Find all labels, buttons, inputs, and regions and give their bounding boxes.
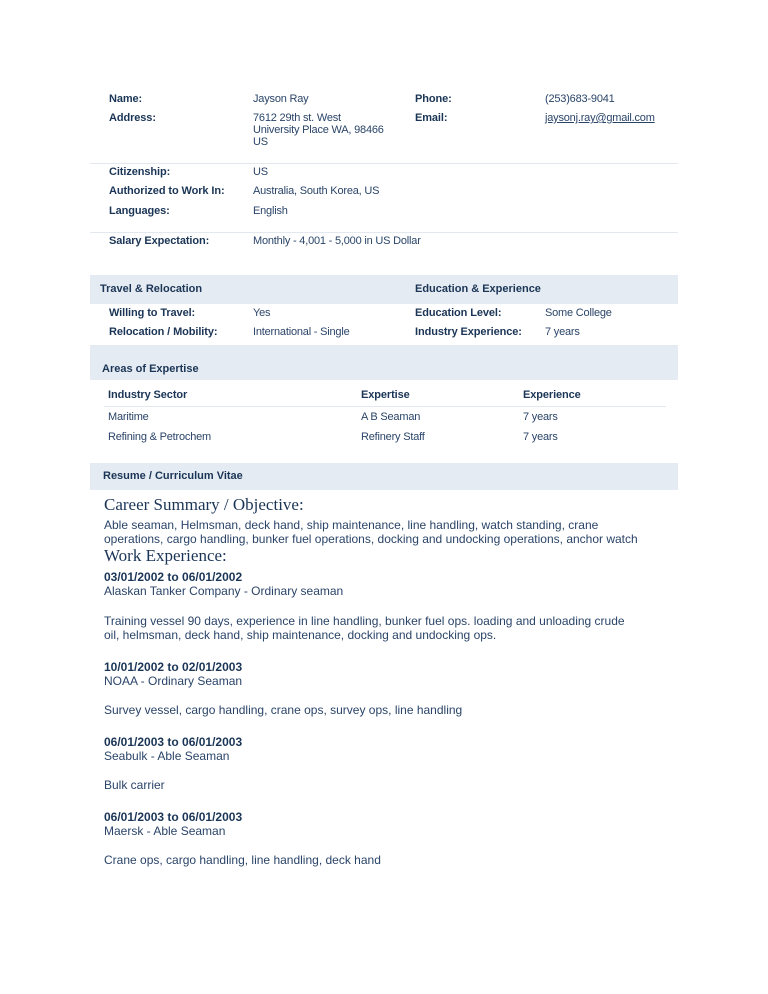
table-cell: Refining & Petrochem bbox=[108, 431, 211, 443]
col-header-expertise: Expertise bbox=[361, 389, 410, 401]
address-line-1: 7612 29th st. West bbox=[253, 112, 341, 124]
relocation-value: International - Single bbox=[253, 326, 350, 338]
divider bbox=[90, 232, 678, 233]
col-header-experience: Experience bbox=[523, 389, 581, 401]
resume-title: Resume / Curriculum Vitae bbox=[103, 470, 243, 482]
job-dates: 10/01/2002 to 02/01/2003 bbox=[104, 660, 243, 674]
education-level-value: Some College bbox=[545, 307, 612, 319]
table-cell: 7 years bbox=[523, 411, 558, 423]
industry-experience-value: 7 years bbox=[545, 326, 580, 338]
table-cell: 7 years bbox=[523, 431, 558, 443]
address-label: Address: bbox=[109, 112, 156, 124]
citizenship-label: Citizenship: bbox=[109, 166, 171, 178]
education-title: Education & Experience bbox=[415, 283, 541, 295]
table-cell: A B Seaman bbox=[361, 411, 421, 423]
job-dates: 06/01/2003 to 06/01/2003 bbox=[104, 735, 243, 749]
expertise-title: Areas of Expertise bbox=[102, 363, 199, 375]
job-title: Alaskan Tanker Company - Ordinary seaman bbox=[104, 584, 344, 598]
job-description: Survey vessel, cargo handling, crane ops, survey ops, line handling bbox=[104, 703, 463, 717]
job-dates: 03/01/2002 to 06/01/2002 bbox=[104, 570, 243, 584]
willing-value: Yes bbox=[253, 307, 271, 319]
address-line-2: University Place WA, 98466 bbox=[253, 124, 384, 136]
name-value: Jayson Ray bbox=[253, 93, 309, 105]
job-description: Crane ops, cargo handling, line handling, deck hand bbox=[104, 853, 381, 867]
authorized-value: Australia, South Korea, US bbox=[253, 185, 380, 197]
phone-label: Phone: bbox=[415, 93, 452, 105]
salary-label: Salary Expectation: bbox=[109, 235, 210, 247]
address-line-3: US bbox=[253, 136, 268, 148]
email-label: Email: bbox=[415, 112, 448, 124]
address-value bbox=[253, 112, 384, 148]
job-title: Seabulk - Able Seaman bbox=[104, 749, 230, 763]
description-line: Training vessel 90 days, experience in line handling, bunker fuel ops. loading and unloading crude bbox=[104, 614, 625, 628]
summary-line: Able seaman, Helmsman, deck hand, ship maintenance, line handling, watch standing, crane bbox=[104, 518, 599, 532]
job-title: NOAA - Ordinary Seaman bbox=[104, 674, 243, 688]
work-experience-heading: Work Experience: bbox=[104, 546, 227, 565]
travel-education-header bbox=[90, 275, 678, 304]
career-summary-heading: Career Summary / Objective: bbox=[104, 495, 304, 514]
divider bbox=[90, 163, 678, 164]
relocation-label: Relocation / Mobility: bbox=[109, 326, 218, 338]
travel-title: Travel & Relocation bbox=[100, 283, 203, 295]
table-cell: Maritime bbox=[108, 411, 149, 423]
languages-value: English bbox=[253, 205, 288, 217]
summary-line: operations, cargo handling, bunker fuel operations, docking and undocking operations, anchor watch bbox=[104, 532, 638, 546]
job-description bbox=[104, 614, 625, 642]
resume-header bbox=[90, 463, 678, 490]
expertise-header bbox=[90, 345, 678, 380]
divider bbox=[104, 406, 666, 407]
col-header-industry: Industry Sector bbox=[108, 389, 188, 401]
willing-label: Willing to Travel: bbox=[109, 307, 196, 319]
education-level-label: Education Level: bbox=[415, 307, 502, 319]
career-summary-text bbox=[104, 518, 638, 546]
authorized-label: Authorized to Work In: bbox=[109, 185, 225, 197]
description-line: oil, helmsman, deck hand, ship maintenance, docking and undocking ops. bbox=[104, 628, 497, 642]
industry-experience-label: Industry Experience: bbox=[415, 326, 522, 338]
job-title: Maersk - Able Seaman bbox=[104, 824, 226, 838]
citizenship-value: US bbox=[253, 166, 268, 178]
phone-value: (253)683-9041 bbox=[545, 93, 615, 105]
languages-label: Languages: bbox=[109, 205, 170, 217]
name-label: Name: bbox=[109, 93, 143, 105]
job-description: Bulk carrier bbox=[104, 778, 165, 792]
job-dates: 06/01/2003 to 06/01/2003 bbox=[104, 810, 243, 824]
email-link[interactable]: jaysonj.ray@gmail.com bbox=[545, 112, 655, 124]
table-cell: Refinery Staff bbox=[361, 431, 425, 443]
salary-value: Monthly - 4,001 - 5,000 in US Dollar bbox=[253, 235, 421, 247]
